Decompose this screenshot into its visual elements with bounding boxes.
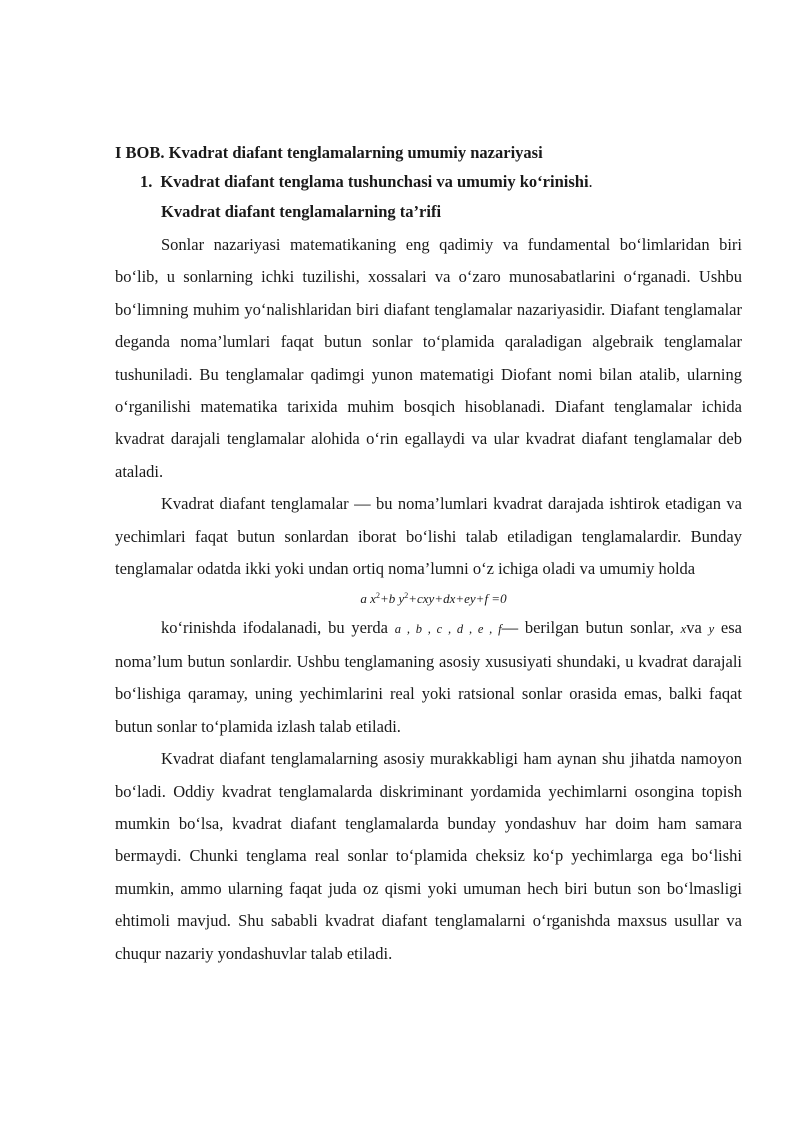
section-title-text: Kvadrat diafant tenglama tushunchasi va umumiy koʻrinishi	[160, 172, 589, 191]
document-page	[115, 142, 742, 970]
formula-exponent-2: 2	[404, 591, 409, 601]
subsection-title-text: Kvadrat diafant tenglamalarning ta’rifi	[161, 202, 442, 221]
chapter-title	[115, 142, 742, 164]
formula-remaining-terms: +cxy+dx+ey+f =0	[408, 591, 507, 607]
formula-exponent-1: 2	[375, 591, 380, 601]
section-number: 1.	[140, 172, 153, 191]
section-heading	[140, 171, 742, 193]
variable-x: x	[680, 622, 687, 637]
coefficients-list: a , b , c , d , e , f	[394, 622, 502, 637]
paragraph-definition: Kvadrat diafant tenglamalar — bu noma’lumlari kvadrat darajada ishtirok etadigan va yechimlari faqat butun sonlardan iborat boʻlishi talab etiladigan tenglamalardir. Bunday tenglamalar odatda ikki yoki undan ortiq noma’lumni oʻz ichiga oladi va umumiy holda	[115, 494, 742, 579]
explanation-end: esa noma’lum butun sonlardir. Ushbu tenglamaning asosiy xususiyati shundaki, u kvadrat darajali boʻlishiga qaramay, uning yechimlarini real yoki ratsional sonlar orasida emas, balki faqat butun sonlar toʻplamida izlash talab etiladi.	[115, 618, 742, 736]
explanation-start: koʻrinishda ifodalanadi, bu yerda	[161, 618, 395, 638]
section-title-period: .	[588, 172, 593, 191]
variable-y: y	[708, 622, 715, 637]
conjunction-va: va	[686, 618, 709, 638]
explanation-mid: — berilgan butun sonlar,	[501, 618, 681, 638]
formula-term-ax: a x	[360, 591, 376, 607]
paragraph-explanation	[115, 612, 742, 743]
formula-term-by: +b y	[379, 591, 405, 607]
general-equation-formula	[115, 585, 742, 610]
paragraph-complexity: Kvadrat diafant tenglamalarning asosiy murakkabligi ham aynan shu jihatda namoyon boʻladi. Oddiy kvadrat tenglamalarda diskriminant yordamida yechimlarni osongina topish mumkin boʻlsa, kvadrat diafant tenglamalarda bunday yondashuv har doim ham samara bermaydi. Chunki tenglama real sonlar toʻplamida cheksiz koʻp yechimlarga ega boʻlishi mumkin, ammo ularning faqat juda oz qismi yoki umuman hech biri butun son boʻlmasligi ehtimoli mavjud. Shu sababli kvadrat diafant tenglamalarni oʻrganishda maxsus usullar va chuqur nazariy yondashuvlar talab etiladi.	[115, 749, 742, 963]
chapter-title-text: I BOB. Kvadrat diafant tenglamalarning umumiy nazariyasi	[115, 143, 543, 162]
paragraph-intro: Sonlar nazariyasi matematikaning eng qadimiy va fundamental boʻlimlaridan biri boʻlib, u sonlarning ichki tuzilishi, xossalari va oʻzaro munosabatlarini oʻrganadi. Ushbu boʻlimning muhim yoʻnalishlaridan biri diafant tenglamalar nazariyasidir. Diafant tenglamalar deganda noma’lumlari faqat butun sonlar toʻplamida qaraladigan algebraik tenglamalar tushuniladi. Bu tenglamalar qadimgi yunon matematigi Diofant nomi bilan atalib, ularning oʻrganilishi matematika tarixida muhim bosqich hisoblanadi. Diafant tenglamalar ichida kvadrat darajali tenglamalar alohida oʻrin egallaydi va ular kvadrat diafant tenglamalar deb ataladi.	[115, 235, 742, 481]
subsection-heading	[161, 201, 742, 223]
